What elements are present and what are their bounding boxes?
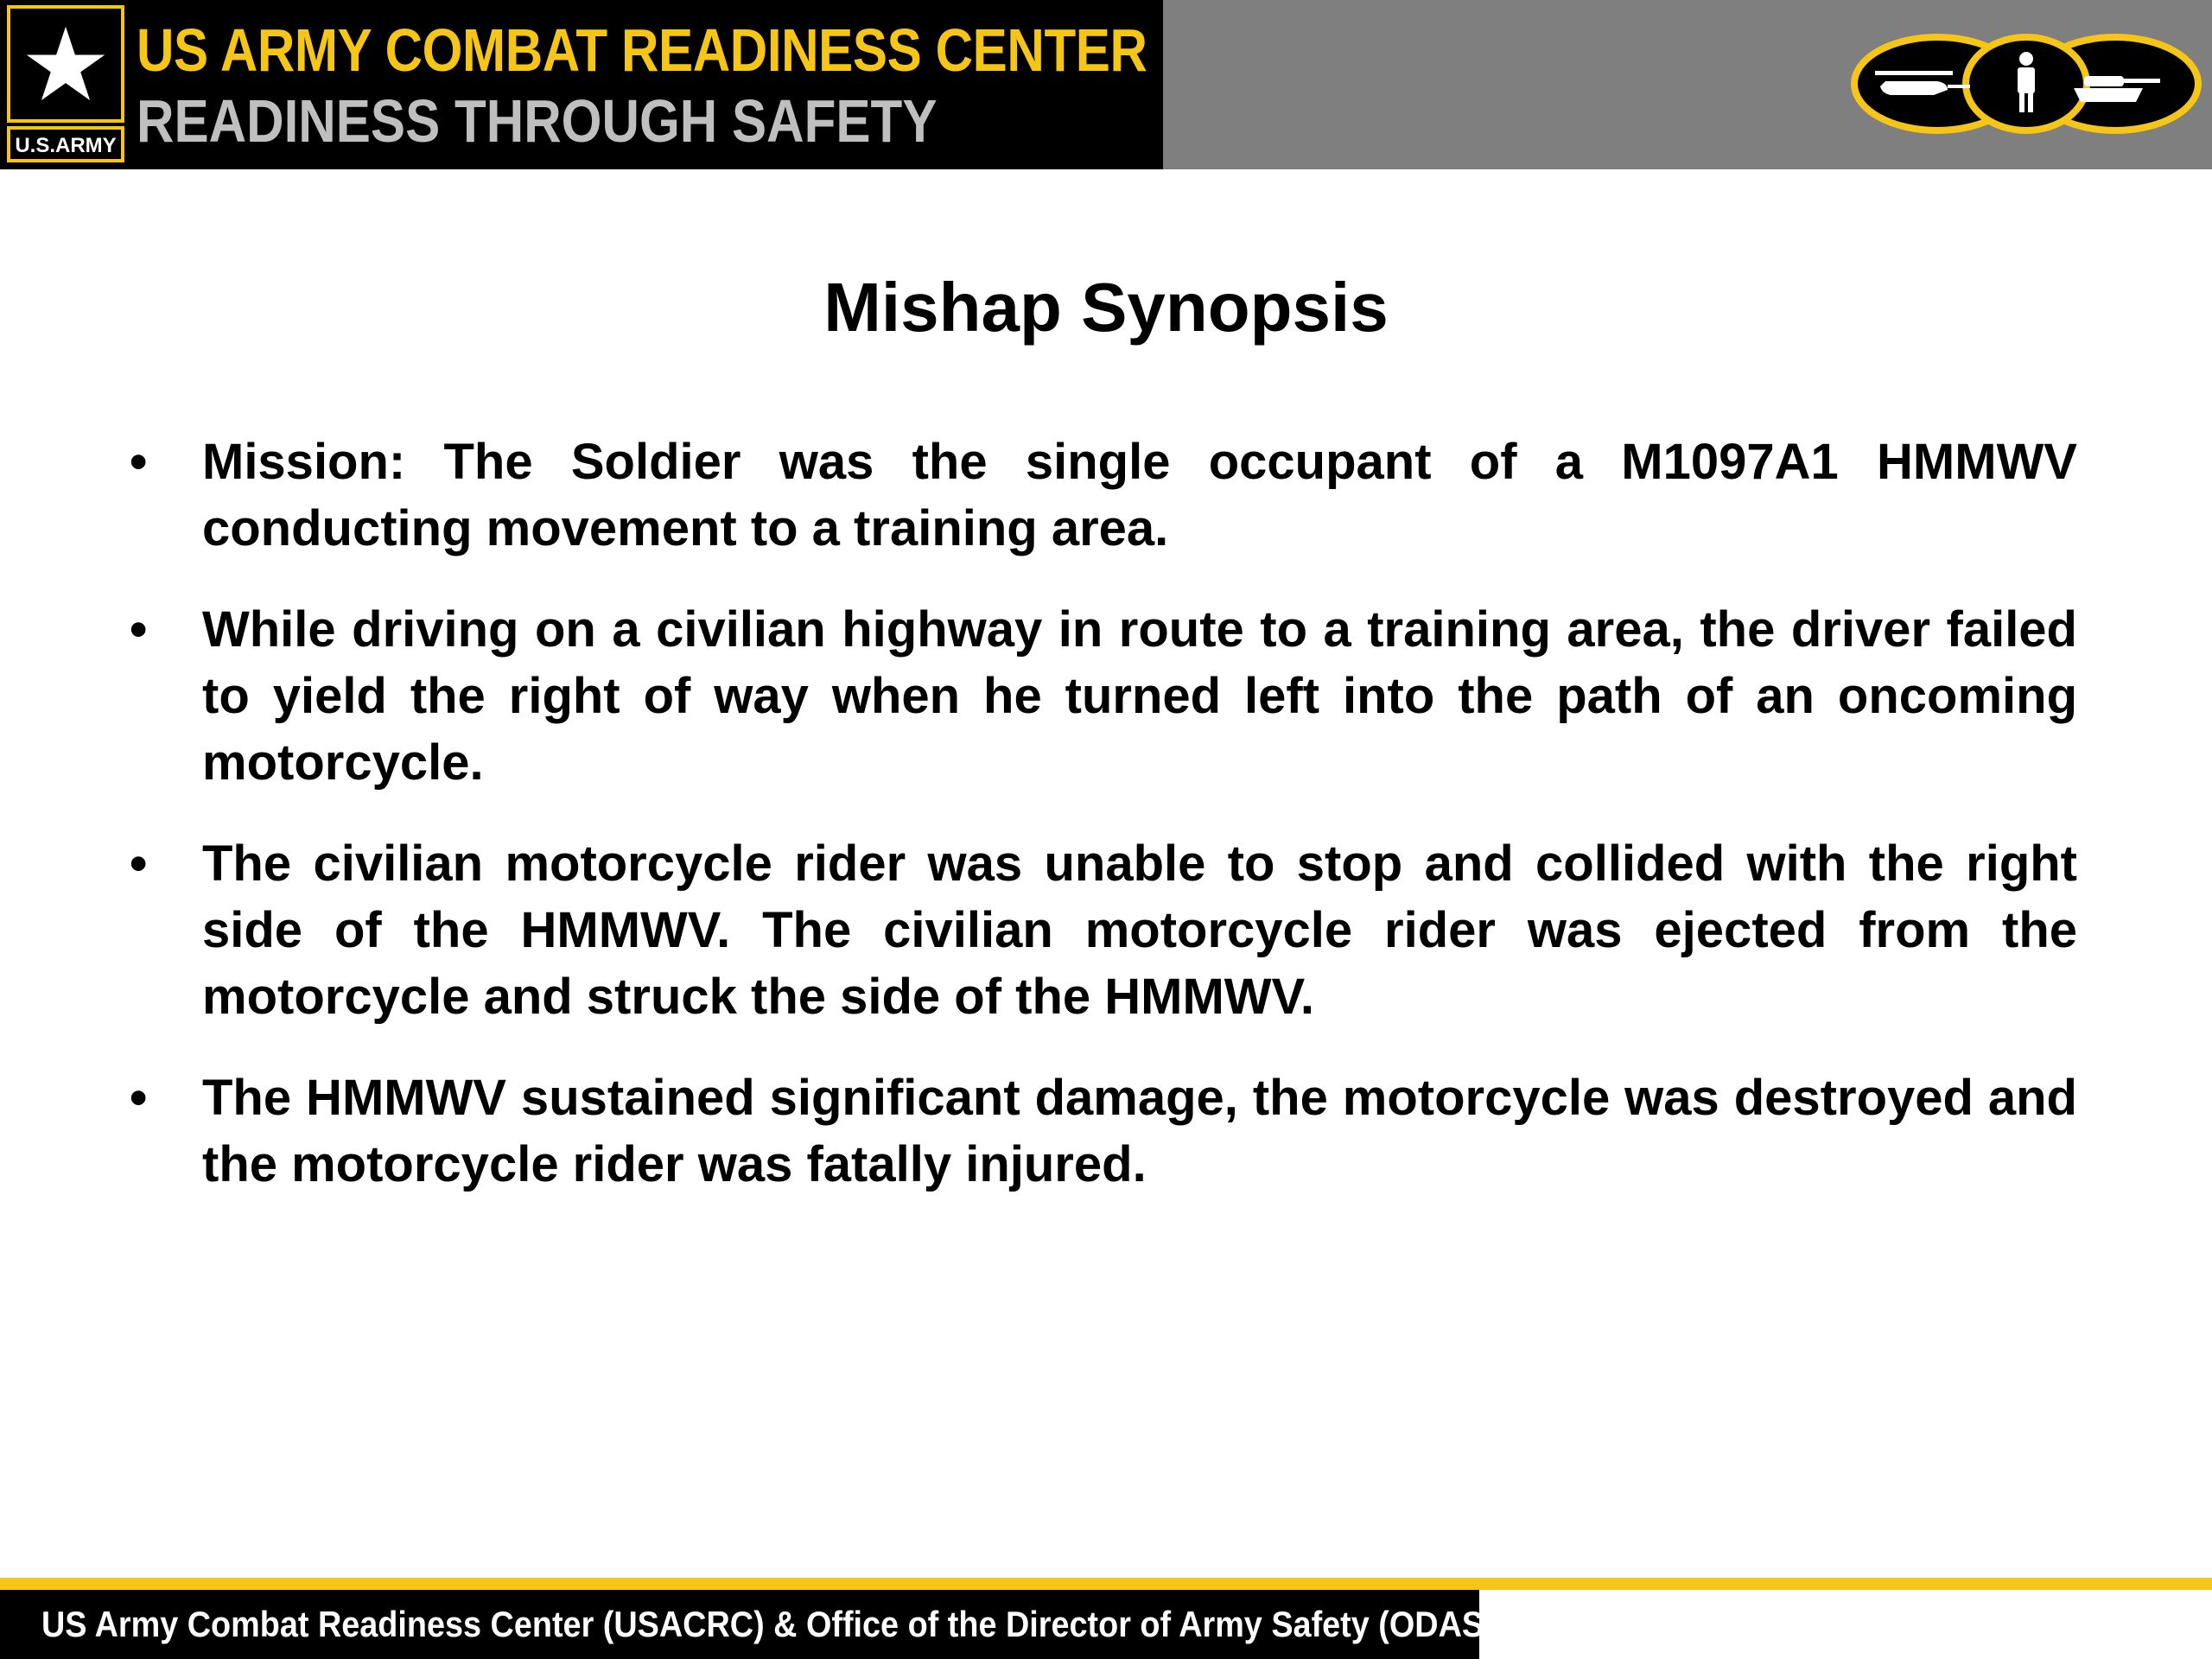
header-title: US ARMY COMBAT READINESS CENTER xyxy=(137,16,1147,84)
safety-emblem-icon xyxy=(1851,33,2202,135)
bullet-text: The HMMWV sustained significant damage, the motorcycle was destroyed and the motorcycle rider was fatally injured. xyxy=(202,1070,2077,1192)
bullet-marker: • xyxy=(130,601,148,658)
slide-title: Mishap Synopsis xyxy=(823,269,1389,346)
bullet-item xyxy=(130,1065,2077,1198)
bullet-text: While driving on a civilian highway in route to a training area, the driver failed to yield the right of way when he turned left into the path of an oncoming motorcycle. xyxy=(202,601,2077,791)
bullet-item xyxy=(130,596,2077,796)
footer-gold-rule xyxy=(0,1578,2212,1590)
bullet-marker: • xyxy=(130,1070,148,1126)
bullet-item xyxy=(130,429,2077,562)
footer-text: US Army Combat Readiness Center (USACRC) & Office of the Director of Army Safety (ODASAF) xyxy=(41,1604,1539,1644)
bullet-text: Mission: The Soldier was the single occupant of a M1097A1 HMMWV conducting movement to a training area. xyxy=(202,434,2077,556)
bullet-marker: • xyxy=(130,434,148,490)
army-logo-text: U.S.ARMY xyxy=(15,134,117,157)
bullet-marker: • xyxy=(130,836,148,892)
bullet-text: The civilian motorcycle rider was unable to stop and collided with the right side of the HMMWV. The civilian motorcycle rider was ejected from the motorcycle and struck the side of the HMMWV. xyxy=(202,836,2077,1025)
bullet-list xyxy=(130,429,2077,1232)
army-star-icon xyxy=(7,5,124,162)
header-black-panel xyxy=(0,0,1163,169)
header-bar xyxy=(0,0,2212,169)
header-tagline: READINESS THROUGH SAFETY xyxy=(137,87,938,155)
bullet-item xyxy=(130,830,2077,1030)
